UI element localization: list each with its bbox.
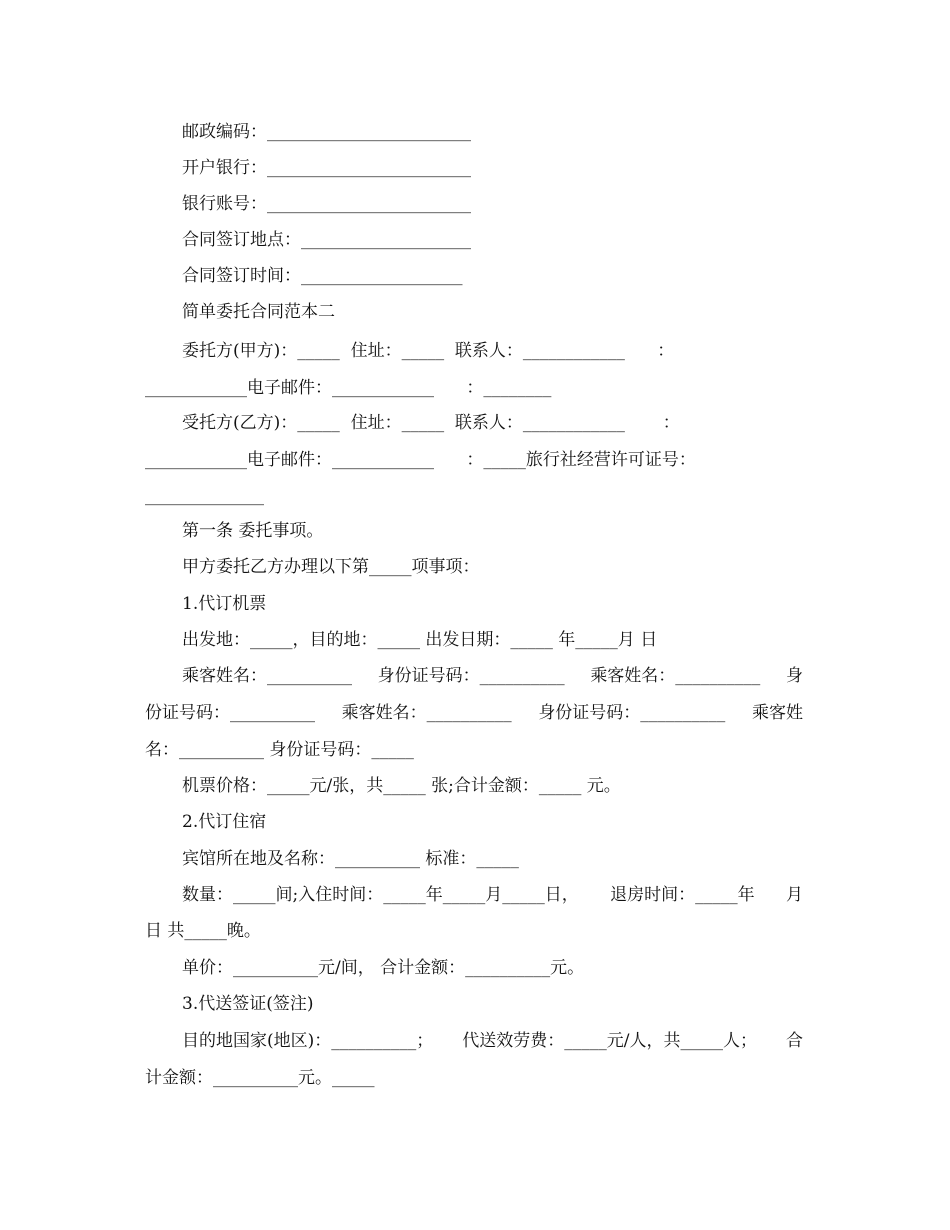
signing-place-line: 合同签订地点：____________________ (182, 230, 471, 250)
bank-name-line: 开户银行：________________________ (182, 158, 471, 178)
party-b-line: 受托方(乙方)：_____ 住址：_____ 联系人：____________ ： (182, 413, 680, 433)
checkout-field: 退房时间：_____年 (610, 885, 755, 905)
entrusted-items-line: 甲方委托乙方办理以下第_____项事项： (182, 557, 480, 577)
passenger-line-3: 名：__________ 身份证号码：_____ (145, 740, 414, 760)
passenger-line-1 (182, 666, 803, 686)
wrap-fragment: 乘客姓 (751, 703, 803, 723)
party-a-line: 委托方(甲方)：_____ 住址：_____ 联系人：____________ ： (182, 341, 675, 361)
room-price-line: 单价：__________元/间， 合计金额：__________元。 (182, 958, 585, 978)
ticket-price-line: 机票价格：_____元/张，共_____ 张;合计金额：_____ 元。 (182, 776, 621, 796)
postal-code-line: 邮政编码：________________________ (182, 122, 471, 142)
destination-country-field: 目的地国家(地区)：__________； (182, 1031, 434, 1051)
wrap-fragment: 合 (786, 1031, 803, 1051)
item-ticket-heading: 1.代订机票 (182, 594, 267, 614)
service-fee-field: 代送效劳费：_____元/人，共_____人； (462, 1031, 757, 1051)
departure-line: 出发地：_____，目的地：_____ 出发日期：_____ 年_____月 日 (182, 630, 658, 650)
passenger-name-field: 乘客姓名：__________ (182, 666, 352, 686)
license-number-blank: ______________ (145, 486, 264, 506)
article-one-heading: 第一条 委托事项。 (182, 521, 324, 541)
signing-time-line: 合同签订时间：___________________ (182, 266, 463, 286)
nights-line: 日 共_____晚。 (145, 921, 261, 941)
visa-total-line: 计金额：__________元。_____ (145, 1068, 375, 1088)
quantity-checkin-field: 数量：_____间;入住时间：_____年_____月_____日， (182, 885, 579, 905)
id-number-field: 身份证号码：__________ (538, 703, 726, 723)
wrap-fragment: 身 (785, 666, 803, 686)
id-number-field: 份证号码：__________ (145, 703, 315, 723)
visa-line (182, 1031, 803, 1051)
passenger-name-field: 乘客姓名：__________ (590, 666, 761, 686)
bank-account-line: 银行账号：________________________ (182, 194, 471, 214)
room-quantity-line (182, 885, 803, 905)
party-a-contact-line: ____________电子邮件：____________ ：________ (145, 378, 552, 398)
item-lodging-heading: 2.代订住宿 (182, 812, 267, 832)
section-title: 简单委托合同范本二 (182, 302, 335, 322)
hotel-line: 宾馆所在地及名称：__________ 标准：_____ (182, 849, 519, 869)
id-number-field: 身份证号码：__________ (377, 666, 565, 686)
wrap-fragment: 月 (785, 885, 803, 905)
party-b-contact-line: ____________电子邮件：____________ ：_____旅行社经营许可证号： (145, 450, 696, 470)
item-visa-heading: 3.代送签证(签注) (182, 994, 314, 1014)
passenger-line-2 (145, 703, 803, 723)
passenger-name-field: 乘客姓名：__________ (341, 703, 512, 723)
